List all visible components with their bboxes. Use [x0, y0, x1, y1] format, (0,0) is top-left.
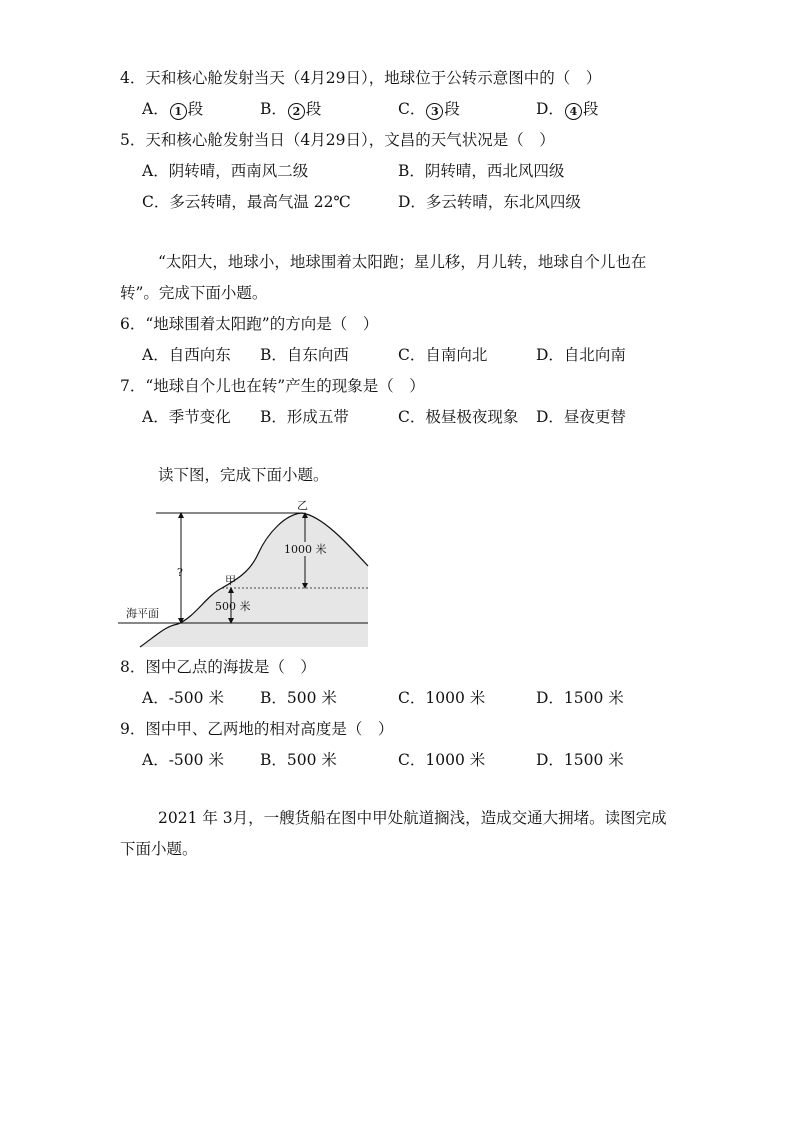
q7-option-a: A．季节变化: [142, 408, 231, 426]
q8-option-a: A．-500 米: [142, 689, 224, 707]
label-500-m: 500 米: [215, 600, 251, 613]
intro-paragraph-4: 2021 年 3月，一艘货船在图中甲处航道搁浅，造成交通大拥堵。读图完成下面小题。: [120, 809, 667, 858]
q8-option-b: B．500 米: [260, 689, 337, 707]
question-5-stem: 5．天和核心舱发射当日（4月29日），文昌的天气状况是（ ）: [120, 131, 555, 149]
q4-option-c: C． 3 段: [398, 100, 460, 118]
question-9-stem: 9．图中甲、乙两地的相对高度是（ ）: [120, 720, 394, 738]
q5-option-d: D．多云转晴，东北风四级: [398, 193, 581, 211]
elevation-profile-diagram: [118, 496, 370, 648]
question-6-stem: 6．“地球围着太阳跑”的方向是（ ）: [120, 315, 379, 333]
q9-option-b: B．500 米: [260, 751, 337, 769]
q5-option-a: A．阴转晴，西南风二级: [142, 162, 309, 180]
q8-option-c: C．1000 米: [398, 689, 486, 707]
q9-option-a: A．-500 米: [142, 751, 224, 769]
question-8-stem: 8．图中乙点的海拔是（ ）: [120, 658, 316, 676]
q6-option-c: C．自南向北: [398, 346, 488, 364]
q9-option-c: C．1000 米: [398, 751, 486, 769]
circled-number-icon: 4: [565, 103, 582, 120]
q9-option-d: D．1500 米: [536, 751, 624, 769]
label-1000-m: 1000 米: [284, 543, 327, 556]
q4-option-b: B． 2 段: [260, 100, 322, 118]
q6-option-a: A．自西向东: [142, 346, 231, 364]
label-sea-level: 海平面: [126, 607, 159, 620]
q5-option-c: C．多云转晴，最高气温 22℃: [142, 193, 351, 211]
circled-number-icon: 1: [170, 103, 187, 120]
question-4-stem: 4．天和核心舱发射当天（4月29日），地球位于公转示意图中的（ ）: [120, 69, 602, 87]
label-unknown: ?: [177, 566, 183, 579]
q7-option-b: B．形成五带: [260, 408, 349, 426]
q8-option-d: D．1500 米: [536, 689, 624, 707]
q7-option-c: C．极昼极夜现象: [398, 408, 519, 426]
circled-number-icon: 3: [426, 103, 443, 120]
q6-option-b: B．自东向西: [260, 346, 349, 364]
intro-paragraph-2: “太阳大，地球小，地球围着太阳跑；星儿移，月儿转，地球自个儿也在转”。完成下面小题。: [120, 253, 647, 302]
label-peak-yi: 乙: [297, 499, 308, 512]
intro-paragraph-3: 读下图，完成下面小题。: [158, 466, 329, 484]
q4-option-d: D． 4 段: [536, 100, 599, 118]
circled-number-icon: 2: [288, 103, 305, 120]
q6-option-d: D．自北向南: [536, 346, 626, 364]
q5-option-b: B．阴转晴，西北风四级: [398, 162, 565, 180]
label-point-jia: 甲: [225, 574, 236, 587]
q4-option-a: A． 1 段: [142, 100, 204, 118]
terrain-fill: [140, 513, 368, 647]
q7-option-d: D．昼夜更替: [536, 408, 626, 426]
question-7-stem: 7．“地球自个儿也在转”产生的现象是（ ）: [120, 377, 425, 395]
